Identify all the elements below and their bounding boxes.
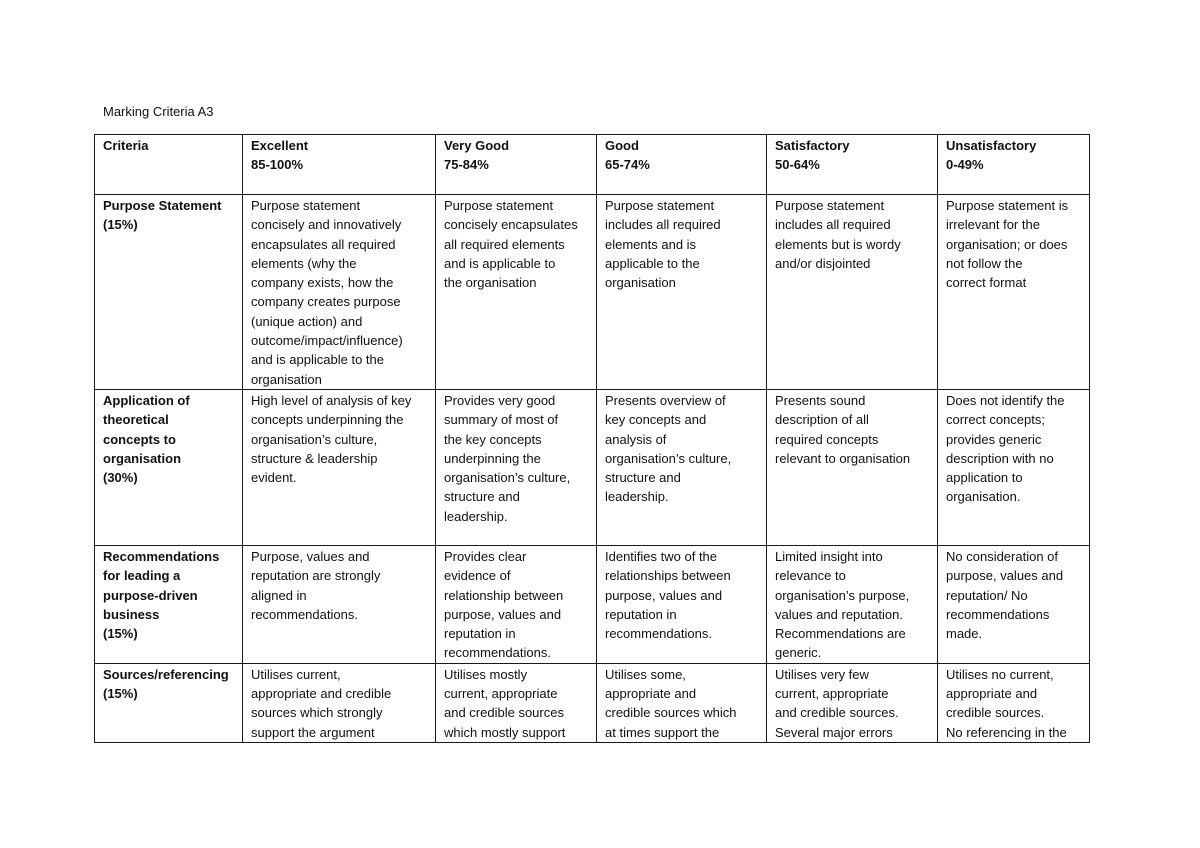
descriptor-cell: Identifies two of the relationships between purpose, values and reputation in recommendations.	[597, 546, 767, 664]
table-row-recommendations	[95, 546, 1090, 664]
descriptor-cell: Provides very good summary of most of the key concepts underpinning the organisation’s culture, structure and leadership.	[436, 390, 597, 546]
descriptor-cell: Purpose statement includes all required elements and is applicable to the organisation	[597, 195, 767, 390]
descriptor-cell: Purpose statement concisely and innovatively encapsulates all required elements (why the company exists, how the company creates purpose (unique action) and outcome/impact/influence) and is applicable to the organisation	[243, 195, 436, 390]
header-level-unsatisfactory	[938, 135, 1090, 195]
header-level-very-good	[436, 135, 597, 195]
descriptor-cell: Provides clear evidence of relationship between purpose, values and reputation in recommendations.	[436, 546, 597, 664]
level-range: 75-84%	[444, 157, 489, 173]
descriptor-cell: Utilises no current, appropriate and credible sources. No referencing in the	[938, 663, 1090, 742]
criterion-cell: Recommendations for leading a purpose-driven business (15%)	[95, 546, 243, 664]
level-range: 50-64%	[775, 157, 820, 173]
criterion-cell: Sources/referencing (15%)	[95, 663, 243, 742]
level-name: Good	[605, 138, 639, 153]
criterion-cell: Application of theoretical concepts to organisation (30%)	[95, 390, 243, 546]
level-range: 65-74%	[605, 157, 650, 173]
descriptor-cell: High level of analysis of key concepts underpinning the organisation’s culture, structure & leadership evident.	[243, 390, 436, 546]
header-level-satisfactory	[767, 135, 938, 195]
descriptor-cell: Does not identify the correct concepts; provides generic description with no application to organisation.	[938, 390, 1090, 546]
descriptor-cell: Utilises mostly current, appropriate and credible sources which mostly support	[436, 663, 597, 742]
descriptor-cell: Utilises current, appropriate and credible sources which strongly support the argument	[243, 663, 436, 742]
level-name: Satisfactory	[775, 138, 850, 153]
header-criteria: Criteria	[95, 135, 243, 195]
level-name: Excellent	[251, 138, 309, 153]
level-range: 85-100%	[251, 157, 304, 173]
descriptor-cell: Presents sound description of all required concepts relevant to organisation	[767, 390, 938, 546]
descriptor-cell: Utilises very few current, appropriate and credible sources. Several major errors	[767, 663, 938, 742]
descriptor-cell: Purpose statement includes all required elements but is wordy and/or disjointed	[767, 195, 938, 390]
level-name: Very Good	[444, 138, 510, 153]
criterion-cell: Purpose Statement (15%)	[95, 195, 243, 390]
table-row-purpose-statement	[95, 195, 1090, 390]
level-name: Unsatisfactory	[946, 138, 1037, 153]
descriptor-cell: Limited insight into relevance to organisation’s purpose, values and reputation. Recommendations are generic.	[767, 546, 938, 664]
descriptor-cell: No consideration of purpose, values and reputation/ No recommendations made.	[938, 546, 1090, 664]
marking-criteria-table	[94, 134, 1090, 743]
level-range: 0-49%	[946, 157, 984, 173]
descriptor-cell: Purpose statement concisely encapsulates all required elements and is applicable to the organisation	[436, 195, 597, 390]
descriptor-cell: Presents overview of key concepts and analysis of organisation’s culture, structure and leadership.	[597, 390, 767, 546]
descriptor-cell: Purpose, values and reputation are strongly aligned in recommendations.	[243, 546, 436, 664]
document-title: Marking Criteria A3	[103, 104, 214, 119]
table-header-row	[95, 135, 1090, 195]
table-row-application	[95, 390, 1090, 546]
table-row-sources-referencing	[95, 663, 1090, 742]
header-level-excellent	[243, 135, 436, 195]
descriptor-cell: Purpose statement is irrelevant for the organisation; or does not follow the correct format	[938, 195, 1090, 390]
descriptor-cell: Utilises some, appropriate and credible sources which at times support the	[597, 663, 767, 742]
header-level-good	[597, 135, 767, 195]
